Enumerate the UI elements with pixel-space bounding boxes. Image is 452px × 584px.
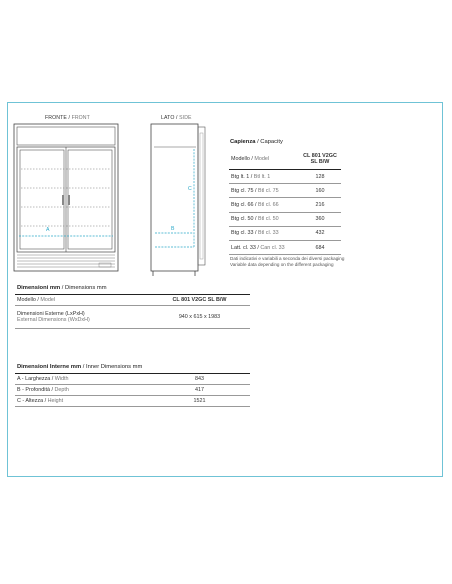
inner-dimensions-table	[15, 373, 250, 407]
table-row: Btg cl. 50 / Btl cl. 50 360	[229, 212, 341, 226]
spec-sheet	[7, 102, 443, 477]
side-view-label: LATO / SIDE	[161, 115, 192, 121]
table-row: Latt. cl. 33 / Can cl. 33 684	[229, 240, 341, 254]
capacity-table	[229, 149, 341, 255]
capacity-header-row	[229, 149, 341, 170]
dimensions-external-value: 940 x 615 x 1983	[149, 306, 250, 329]
table-row: B - Profondità / Depth 417	[15, 385, 250, 396]
table-row: Btg cl. 33 / Btl cl. 33 432	[229, 226, 341, 240]
front-view-drawing	[13, 123, 123, 273]
dimensions-model-row: Modello / Model CL 801 V2GC SL B/W	[15, 295, 250, 306]
capacity-header-label: Modello / Model	[229, 149, 299, 170]
dimensions-table	[15, 294, 250, 329]
dimensions-model-value: CL 801 V2GC SL B/W	[149, 295, 250, 306]
table-row: C - Altezza / Height 1521	[15, 396, 250, 407]
side-marker-b: B	[171, 226, 175, 232]
table-row: Btg cl. 66 / Btl cl. 66 216	[229, 198, 341, 212]
side-view-drawing	[149, 123, 209, 283]
dimensions-title: Dimensioni mm / Dimensions mm	[17, 285, 107, 291]
side-marker-c: C	[188, 186, 192, 192]
dimensions-external-row: Dimensioni Esterne (LxPxH) External Dimensions (WxDxH) 940 x 615 x 1983	[15, 306, 250, 329]
inner-dimensions-title: Dimensioni Interne mm / Inner Dimensions mm	[17, 364, 143, 370]
capacity-note: Dati indicativi e variabili a seconda dei diversi packaging Variable data depending on the different packaging	[230, 256, 345, 267]
front-view-label: FRONTE / FRONT	[45, 115, 90, 121]
capacity-model: CL 801 V2GC SL B/W	[299, 149, 341, 170]
capacity-title: Capienza / Capacity	[230, 139, 283, 145]
table-row: Btg cl. 75 / Btl cl. 75 160	[229, 184, 341, 198]
front-marker-a: A	[46, 227, 50, 233]
table-row: A - Larghezza / Width 843	[15, 374, 250, 385]
table-row: Btg lt. 1 / Btl lt. 1 128	[229, 170, 341, 184]
